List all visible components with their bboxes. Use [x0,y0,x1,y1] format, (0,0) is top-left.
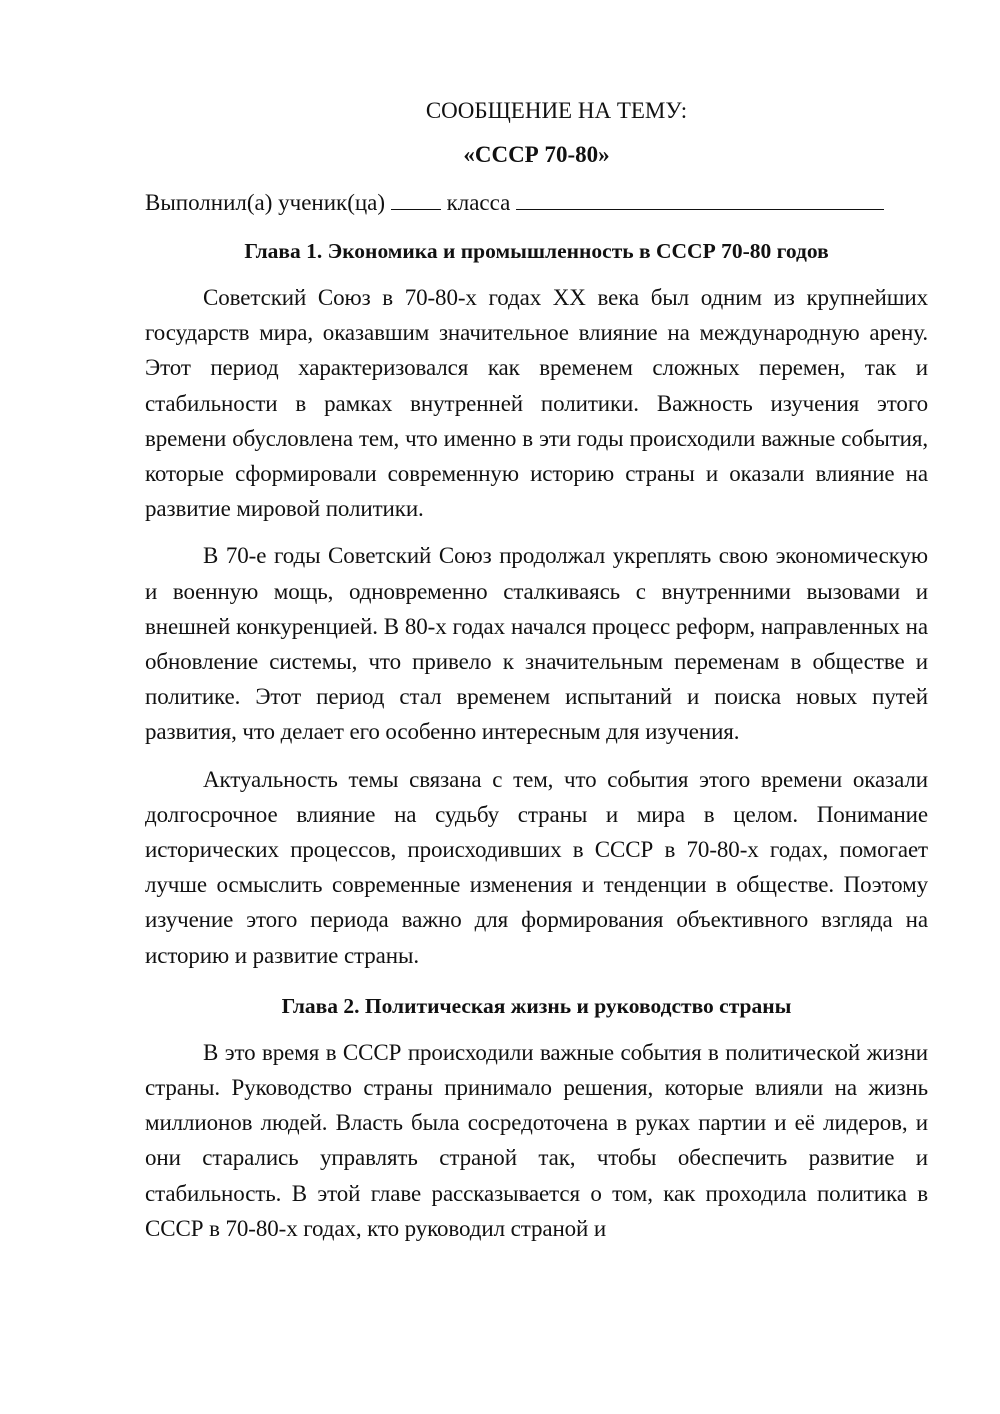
chapter-2-title: Глава 2. Политическая жизнь и руководство страны [281,993,792,1018]
chapter-1-paragraph: Актуальность темы связана с тем, что события этого времени оказали долгосрочное влияние на судьбу страны и мира в целом. Понимание исторических процессов, происходивших в СССР в 70-80-х годах, помогает лучше осмыслить современные изменения и тенденции в обществе. Поэтому изучение этого периода важно для формирования объективного взгляда на историю и развитие страны. [145,766,928,968]
chapter-1-title: Глава 1. Экономика и промышленность в СССР 70-80 годов [244,239,829,263]
document-topic: «СССР 70-80» [463,142,610,167]
chapter-1-paragraph: В 70-е годы Советский Союз продолжал укреплять свою экономическую и военную мощь, одновременно сталкиваясь с внутренними вызовами и внешней конкуренцией. В 80-х годах начался процесс реформ, направленных на обновление системы, что привело к значительным переменам в обществе и политике. Этот период стал временем испытаний и поиска новых путей развития, что делает его особенно интересным для изучения. [145,543,928,745]
chapter-1-paragraph: Советский Союз в 70-80-х годах XX века был одним из крупнейших государств мира, оказавшим значительное влияние на международную арену. Этот период характеризовался как временем сложных перемен, так и стабильности в рамках внутренней политики. Важность изучения этого времени обусловлена тем, что именно в эти годы происходили важные события, которые сформировали современную историю страны и оказали влияние на развитие мировой политики. [145,285,928,522]
author-class-label: класса [446,190,511,215]
author-line [145,188,928,218]
chapter-2-paragraph: В это время в СССР происходили важные события в политической жизни страны. Руководство страны принимало решения, которые влияли на жизнь миллионов людей. Власть была сосредоточена в руках партии и её лидеров, и они старались управлять страной так, чтобы обеспечить развитие и стабильность. В этой главе рассказывается о том, как проходила политика в СССР в 70-80-х годах, кто руководил страной и [145,1039,928,1241]
class-number-blank [391,188,441,210]
class-name-blank [516,188,884,210]
author-prefix: Выполнил(а) ученик(ца) [145,190,386,215]
document-page [145,96,928,1258]
document-header: СООБЩЕНИЕ НА ТЕМУ: [425,98,688,123]
